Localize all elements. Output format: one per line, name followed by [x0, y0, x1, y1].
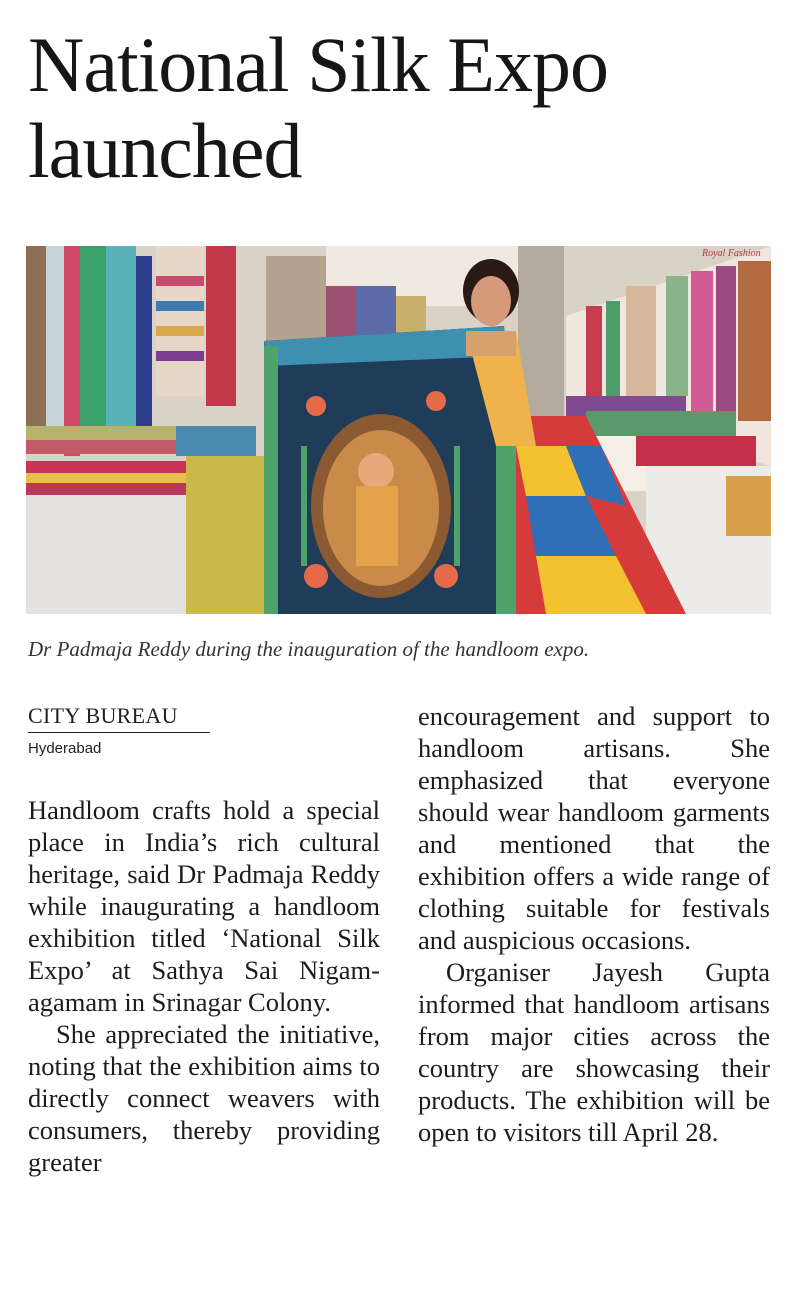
photo-caption: Dr Padmaja Reddy during the inauguration of the handloom expo.: [28, 637, 590, 661]
saree-exhibition-photo: [26, 246, 771, 614]
paragraph: Organiser Jayesh Gupta informed that handloom artisans from major cities across the country are showcasing their products. The exhibition will be open to visitors till April 28.: [418, 957, 770, 1147]
paragraph: encouragement and support to handloom artisans. She emphasized that everyone should wear handloom garments and mentioned that the exhibition offers a wide range of clothing suitable for festivals and auspicious occasions.: [418, 701, 770, 955]
dateline: Hyderabad: [28, 740, 102, 757]
byline: CITY BUREAU: [28, 703, 210, 733]
article-column-left: [28, 794, 380, 1178]
headline: National Silk Expo launched: [28, 21, 608, 194]
paragraph: She appreciated the initiative, noting that the exhibition aims to directly connect weavers with consumers, thereby providing greater: [28, 1019, 380, 1177]
paragraph: Handloom crafts hold a special place in India’s rich cultural heritage, said Dr Padmaja Reddy while inaugurating a handloom exhibition titled ‘National Silk Expo’ at Sathya Sai Nigamagamam in Srinagar Colony.: [28, 795, 380, 1017]
article-column-right: [418, 700, 770, 1148]
stall-sign: Royal Fashion: [702, 248, 761, 259]
